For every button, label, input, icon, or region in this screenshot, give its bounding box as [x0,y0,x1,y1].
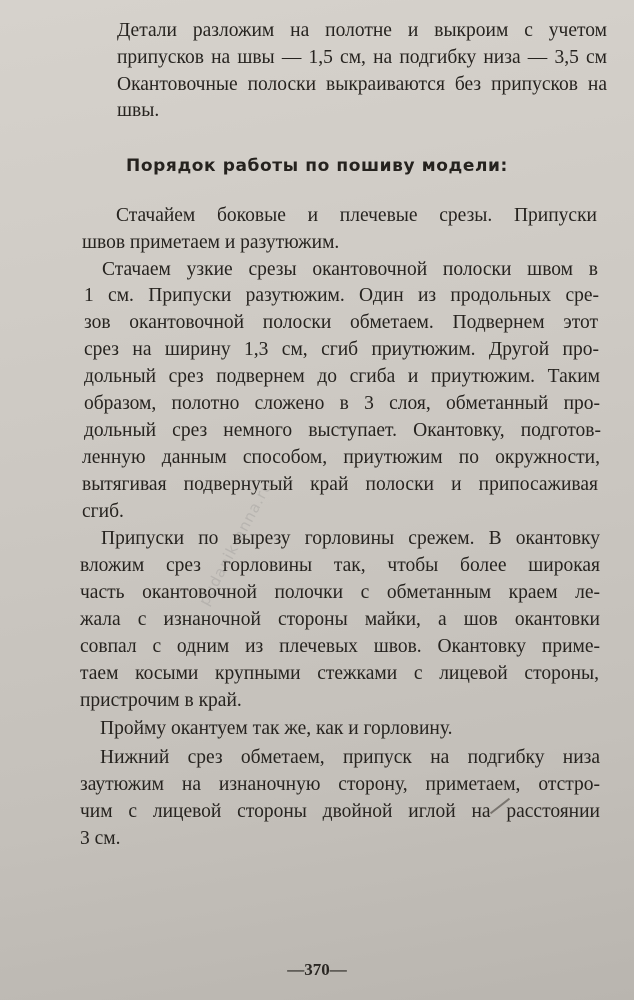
p5-line-3: чим с лицевой стороны двойной иглой на расстоянии [80,801,600,822]
p3-line-4: жала с изнаночной стороны майки, а шов окантовки [80,609,600,630]
p2-line-4: срез на ширину 1,3 см, сгиб приутюжим. Другой про- [84,339,599,360]
watermark: pudanik-anna.ru [195,477,276,609]
intro-line-1: Детали разложим на полотне и выкроим с учетом [117,20,607,41]
section-heading: Порядок работы по пошиву модели: [126,156,508,176]
p3-line-7: пристрочим в край. [80,690,242,711]
p5-line-1: Нижний срез обметаем, припуск на подгибку низа [100,747,600,768]
p2-line-5: дольный срез подвернем до сгиба и приутюжим. Таким [84,366,600,387]
p4-line-1: Пройму окантуем так же, как и горловину. [100,718,453,739]
p2-line-3: зов окантовочной полоски обметаем. Подвернем этот [84,312,598,333]
p3-line-6: таем косыми крупными стежками с лицевой стороны, [80,663,599,684]
intro-line-3: Окантовочные полоски выкраиваются без припусков на [117,74,607,95]
intro-line-2: припусков на швы — 1,5 см, на подгибку низа — 3,5 см [117,47,607,68]
p5-line-2: заутюжим на изнаночную сторону, приметаем, отстро- [80,774,600,795]
p2-line-2: 1 см. Припуски разутюжим. Один из продольных сре- [84,285,599,306]
p3-line-3: часть окантовочной полочки с обметанным краем ле- [80,582,600,603]
p2-line-10: сгиб. [82,501,124,522]
p2-line-8: ленную данным способом, приутюжим по окружности, [82,447,600,468]
p1-line-2: швов приметаем и разутюжим. [82,232,340,253]
p3-line-5: совпал с одним из плечевых швов. Окантовку приме- [80,636,600,657]
intro-line-4: швы. [117,100,160,121]
p3-line-2: вложим срез горловины так, чтобы более широкая [80,555,600,576]
p2-line-6: образом, полотно сложено в 3 слоя, обметанный про- [84,393,600,414]
p2-line-9: вытягивая подвернутый край полоски и припосаживая [82,474,598,495]
p3-line-1: Припуски по вырезу горловины срежем. В окантовку [101,528,600,549]
p2-line-7: дольный срез немного выступает. Окантовку, подготов- [84,420,601,441]
p5-line-4: 3 см. [80,828,121,849]
p1-line-1: Стачайем боковые и плечевые срезы. Припуски [116,205,597,226]
p2-line-1: Стачаем узкие срезы окантовочной полоски швом в [102,259,598,280]
page-number: —370— [287,960,347,979]
